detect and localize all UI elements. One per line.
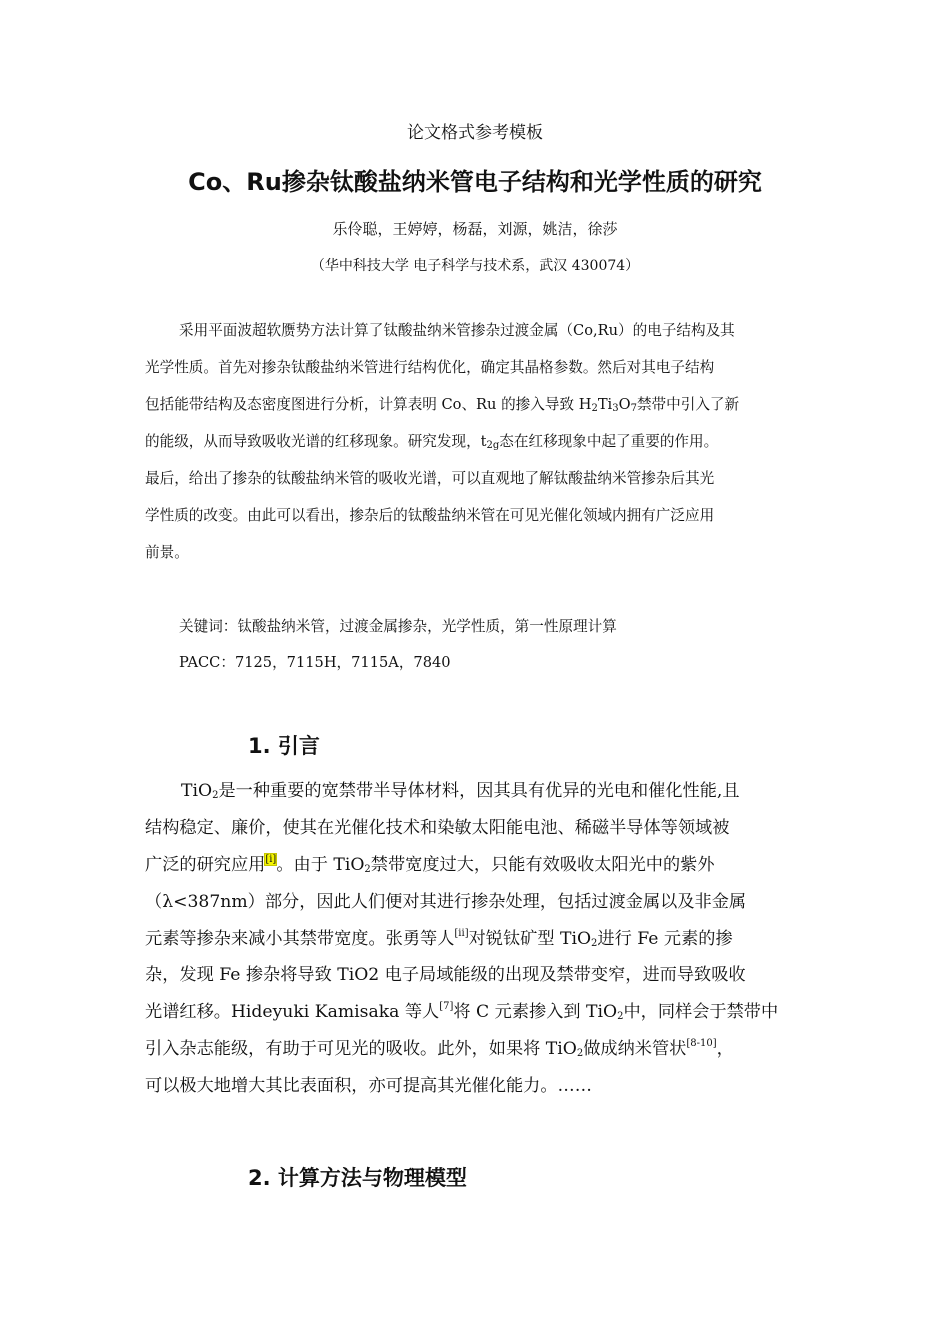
introduction-paragraph xyxy=(145,776,810,1108)
header-label: 论文格式参考模板 xyxy=(407,123,543,143)
abstract-line: 包括能带结构及态密度图进行分析，计算表明 Co、Ru 的掺入导致 $H_2Ti_3O_7$禁带中引入了新 xyxy=(145,396,740,414)
intro-line: TiO$_2$是一种重要的宽禁带半导体材料，因其具有优异的光电和催化性能,且 xyxy=(181,781,740,801)
citation-link[interactable]: [i] xyxy=(265,853,277,865)
paper-title: Co、Ru掺杂钛酸盐纳米管电子结构和光学性质的研究 xyxy=(188,168,762,196)
intro-line: 可以极大地增大其比表面积，亦可提高其光催化能力。…… xyxy=(145,1076,592,1097)
intro-line: （λ<387nm）部分，因此人们便对其进行掺杂处理，包括过渡金属以及非金属 xyxy=(145,891,747,912)
section-heading-introduction: 1. 引言 xyxy=(248,734,320,758)
citation-link[interactable]: [7] xyxy=(439,1001,454,1013)
pacc-line: PACC：7125，7115H，7115A，7840 xyxy=(179,654,451,671)
intro-line: 结构稳定、廉价，使其在光催化技术和染敏太阳能电池、稀磁半导体等领域被 xyxy=(145,817,730,838)
abstract-line: 学性质的改变。由此可以看出，掺杂后的钛酸盐纳米管在可见光催化领域内拥有广泛应用 xyxy=(145,507,715,524)
intro-line: 元素等掺杂来减小其禁带宽度。张勇等人[ii]对锐钛矿型 TiO$_2$进行 Fe 元素的掺 xyxy=(145,927,733,949)
citation-link[interactable]: [ii] xyxy=(454,927,469,939)
abstract-line: 前景。 xyxy=(145,544,189,561)
authors-line: 乐伶聪，王婷婷，杨磊，刘源，姚洁，徐莎 xyxy=(332,220,618,238)
abstract-line: 的能级，从而导致吸收光谱的红移现象。研究发现，$t_{2g}$态在红移现象中起了重要的作用。 xyxy=(145,433,719,451)
citation-link[interactable]: [8-10] xyxy=(686,1038,717,1050)
intro-line: 广泛的研究应用[i]。由于 TiO$_2$禁带宽度过大，只能有效吸收太阳光中的紫外 xyxy=(145,853,715,875)
abstract-line: 采用平面波超软赝势方法计算了钛酸盐纳米管掺杂过渡金属（Co,Ru）的电子结构及其 xyxy=(179,322,735,339)
abstract-line: 最后，给出了掺杂的钛酸盐纳米管的吸收光谱，可以直观地了解钛酸盐纳米管掺杂后其光 xyxy=(145,470,715,487)
abstract-line: 光学性质。首先对掺杂钛酸盐纳米管进行结构优化，确定其晶格参数。然后对其电子结构 xyxy=(145,359,715,376)
abstract xyxy=(145,318,810,577)
affiliation-line: （华中科技大学 电子科学与技术系，武汉 430074） xyxy=(310,258,640,274)
intro-line: 杂，发现 Fe 掺杂将导致 TiO2 电子局域能级的出现及禁带变窄，进而导致吸收 xyxy=(145,965,746,986)
keywords-line: 关键词：钛酸盐纳米管，过渡金属掺杂，光学性质，第一性原理计算 xyxy=(179,618,617,635)
intro-line: 光谱红移。Hideyuki Kamisaka 等人[7]将 C 元素掺入到 TiO$_2$中，同样会于禁带中 xyxy=(145,1001,779,1023)
intro-line: 引入杂志能级，有助于可见光的吸收。此外，如果将 TiO$_2$做成纳米管状[8-10]， xyxy=(145,1038,734,1060)
section-heading-methods: 2. 计算方法与物理模型 xyxy=(248,1166,467,1190)
